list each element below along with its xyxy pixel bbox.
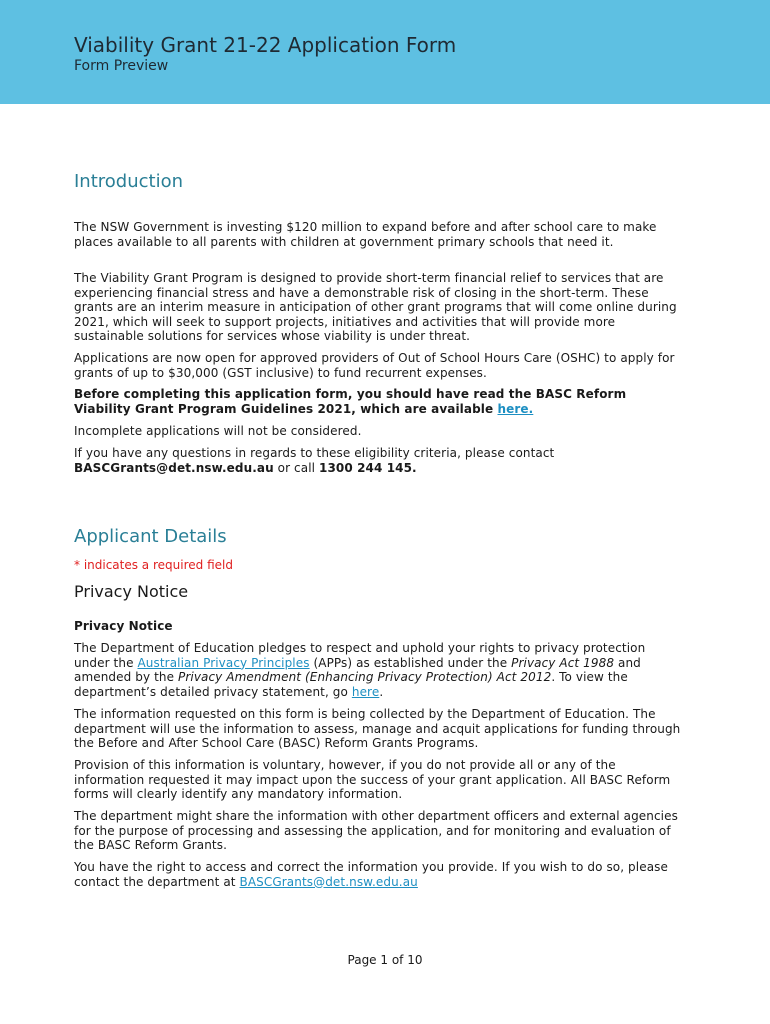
privacy-paragraph-5 xyxy=(74,860,684,889)
form-title: Viability Grant 21-22 Application Form xyxy=(74,33,457,57)
intro-paragraph-2: The Viability Grant Program is designed to provide short-term financial relief to services that are experiencing financial stress and have a demonstrable risk of closing in the short-term. These grants are an interim measure in anticipation of other grant programs that will come online during 2021, which will seek to support projects, initiatives and activities that will provide more sustainable solutions for services whose viability is under threat. xyxy=(74,271,677,344)
intro-paragraph-guidelines xyxy=(74,387,684,416)
page-indicator: Page 1 of 10 xyxy=(347,953,423,967)
intro-paragraph-1: The NSW Government is investing $120 million to expand before and after school care to make places available to all parents with children at government primary schools that need it. xyxy=(74,220,657,249)
basc-grants-email-link[interactable]: BASCGrants@det.nsw.edu.au xyxy=(239,874,418,889)
privacy-p1-b: (APPs) as established under the xyxy=(313,655,508,670)
guidelines-link[interactable]: here. xyxy=(497,401,534,416)
applicant-details-heading: Applicant Details xyxy=(74,526,227,547)
intro-paragraph-incomplete: Incomplete applications will not be considered. xyxy=(74,424,362,438)
privacy-p1-e: . xyxy=(379,684,384,699)
intro-paragraph-3: Applications are now open for approved providers of Out of School Hours Care (OSHC) to apply for grants of up to $30,000 (GST inclusive) to fund recurrent expenses. xyxy=(74,351,675,380)
privacy-p1-d: . To view the department’s detailed privacy statement, go xyxy=(74,670,628,699)
contact-text: If you have any questions in regards to these eligibility criteria, please contact xyxy=(74,446,555,460)
required-field-note: * indicates a required field xyxy=(74,558,233,572)
privacy-paragraph-2: The information requested on this form is being collected by the Department of Education. The department will use the information to assess, manage and acquit applications for funding through the Before and After School Care (BASC) Reform Grants Programs. xyxy=(74,707,681,751)
introduction-heading: Introduction xyxy=(74,171,184,192)
form-subtitle: Form Preview xyxy=(74,58,169,74)
contact-phone: 1300 244 145. xyxy=(319,460,417,475)
privacy-statement-link[interactable]: here xyxy=(351,684,380,699)
privacy-p5-text: You have the right to access and correct the information you provide. If you wish to do so, please contact the department at xyxy=(74,860,668,889)
intro-paragraph-contact xyxy=(74,446,684,475)
privacy-notice-heading: Privacy Notice xyxy=(74,582,189,601)
contact-mid: or call xyxy=(277,460,316,475)
australian-privacy-principles-link[interactable]: Australian Privacy Principles xyxy=(137,655,310,670)
privacy-paragraph-4: The department might share the information with other department officers and external agencies for the purpose of processing and assessing the application, and for monitoring and evaluation of the BASC Reform Grants. xyxy=(74,809,678,853)
privacy-p1-c: and amended by the xyxy=(74,655,641,685)
privacy-paragraph-3: Provision of this information is voluntary, however, if you do not provide all or any of the information requested it may impact upon the success of your grant application. All BASC Reform forms will clearly identify any mandatory information. xyxy=(74,758,671,802)
contact-email: BASCGrants@det.nsw.edu.au xyxy=(74,460,274,475)
privacy-notice-subheading: Privacy Notice xyxy=(74,619,173,633)
guidelines-text: Before completing this application form, you should have read the BASC Reform Viability Grant Program Guidelines 2021, which are available xyxy=(74,387,627,416)
form-header xyxy=(0,0,770,104)
privacy-act-1988: Privacy Act 1988 xyxy=(511,655,615,670)
privacy-amendment-act: Privacy Amendment (Enhancing Privacy Protection) Act 2012 xyxy=(178,670,552,685)
privacy-paragraph-1 xyxy=(74,641,684,699)
privacy-p1-a: The Department of Education pledges to respect and uphold your rights to privacy protection under the xyxy=(74,641,646,670)
